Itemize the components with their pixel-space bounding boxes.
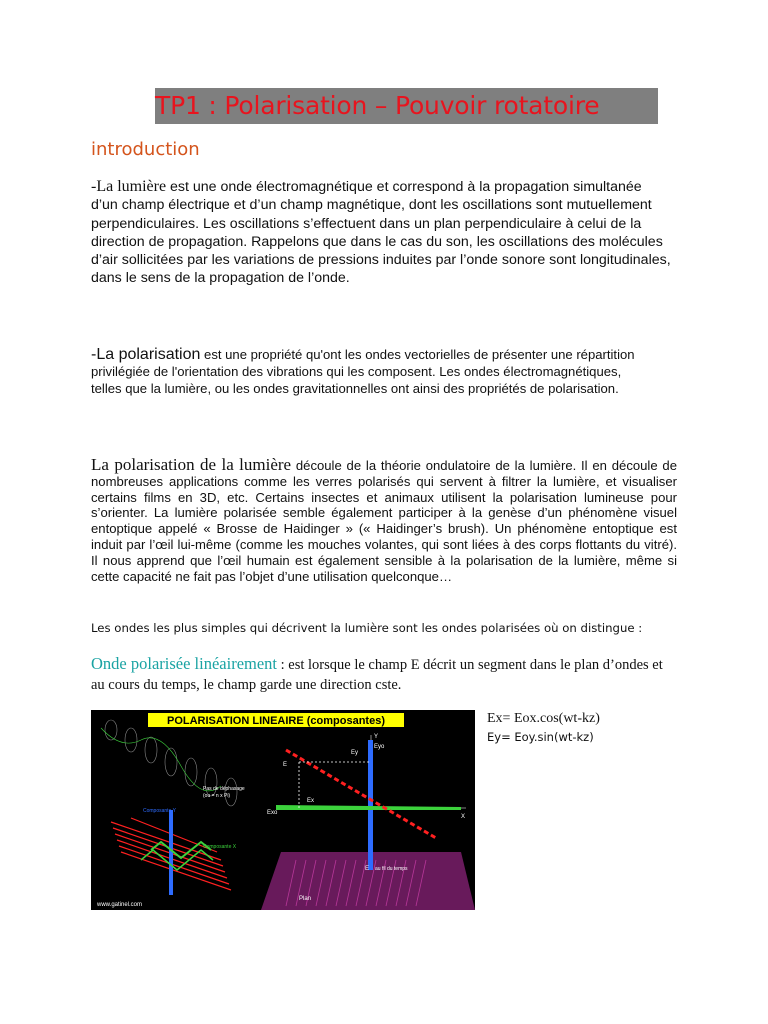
label-pas: Pas de déphasage [203, 786, 245, 792]
label-x: X [461, 814, 466, 820]
blue-wave-bar [169, 810, 173, 895]
figure-title: POLARISATION LINEAIRE (composantes) [167, 715, 385, 727]
label-eyo: Eyo [374, 744, 385, 750]
paragraph-text: découle de la théorie ondulatoire de la lumière. Il en découle de nombreuses applications comme les verres polarisés qui servent à filtrer la lumière, et visualiser certains films en 3D, etc. Certains insectes et animaux utilisent la polarisation lumineuse pour s’orienter. La lumière polarisée semble également participer à la genèse d’un phénomène visuel entoptique appelé « Brosse de Haidinger » (« Haidinger’s brush). Un phénomène entoptique est induit par l’œil lui-même (comme les mouches volantes, qui sont liées à des corps flottants du vitré). Il nous apprend que l’œil humain est également sensible à la polarisation de la lumière, même si cette capacité ne fait pas l’objet d’une utilisation quelconque… [91, 458, 677, 584]
page-title: TP1 : Polarisation – Pouvoir rotatoire [155, 91, 600, 120]
paragraph-polarisation-lumiere [91, 457, 677, 584]
paragraph-text: est une onde électromagnétique et correspond à la propagation simultanée d’un champ électrique et d’un champ magnétique, dont les oscillations sont mutuellement perpendiculaires. Les oscillations s’effectuent dans un plan perpendiculaire à celui de la direction de propagation. Rappelons que dans le cas du son, les oscillations des molécules d’air sollicitées par les variations de pressions induites par l’onde sonore sont longitudinales, dans le sens de la propagation de l’onde. [91, 179, 671, 287]
label-y: Y [374, 734, 379, 740]
equation-ex: Ex= Eox.cos(wt-kz) [487, 711, 600, 726]
label-pas2: (ou = n x Pi) [203, 793, 231, 799]
equation-ey: Ey= Eoy.sin(wt-kz) [487, 730, 594, 744]
label-ex: Ex [307, 798, 315, 804]
paragraph-lead: -La lumière [91, 178, 167, 195]
section-heading: introduction [91, 139, 200, 160]
label-comp-y: Composante Y [143, 808, 176, 814]
label-site: www.gatinel.com [97, 902, 143, 908]
paragraph-text: est une propriété qu'ont les ondes vectorielles de présenter une répartition privilégiée de l'orientation des vibrations qui les composent. Les ondes électromagnétiques, telles que la lumière, ou les ondes gravitationnelles ont ainsi des propriétés de polarisation. [91, 347, 635, 396]
label-exo: Exo [267, 810, 278, 816]
label-comp-x: Composante X [203, 844, 237, 850]
paragraph-ondes: Les ondes les plus simples qui décrivent la lumière sont les ondes polarisées où on distingue : [91, 621, 643, 635]
paragraph-lead: -La polarisation [91, 346, 201, 363]
label-ey: Ey [351, 750, 359, 756]
paragraph-lead: La polarisation de la lumière [91, 455, 292, 474]
paragraph-lumiere [91, 178, 671, 288]
label-au-fil: au fil du temps [375, 866, 408, 872]
paragraph-polarisation [91, 346, 646, 397]
label-plan: Plan [299, 896, 312, 902]
paragraph-onde-lineaire [91, 654, 671, 695]
polarisation-diagram [91, 710, 475, 910]
polarisation-figure [91, 710, 475, 910]
paragraph-text: : est lorsque le champ E décrit un segment dans le plan d’ondes et au cours du temps, le champ garde une direction cste. [91, 657, 663, 693]
label-e-bottom: E [365, 866, 370, 872]
title-banner [155, 88, 658, 124]
blue-component-bar [368, 740, 373, 870]
label-e: E [283, 762, 288, 768]
paragraph-lead: Onde polarisée linéairement [91, 654, 278, 673]
